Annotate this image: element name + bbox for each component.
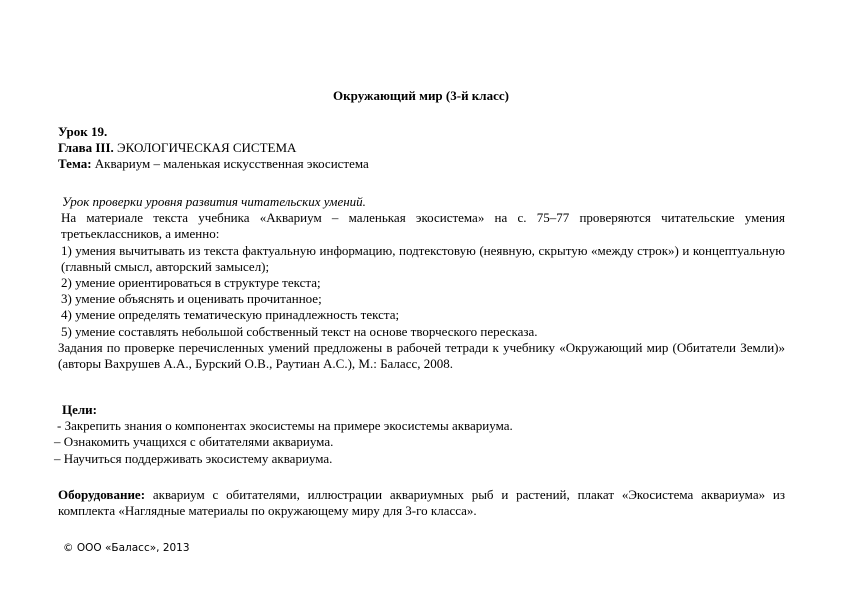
equipment-label: Оборудование: [58, 487, 146, 502]
equipment-text: аквариум с обитателями, иллюстрации аквариумных рыб и растений, плакат «Экосистема аквариума» из комплекта «Наглядные материалы по окружающему миру для 3-го класса». [58, 487, 785, 519]
goal-item: - Закрепить знания о компонентах экосистемы на примере экосистемы аквариума. [57, 418, 513, 434]
skill-item: 1) умения вычитывать из текста фактуальную информацию, подтекстовую (неявную, скрытую «между строк») и концептуальную (главный смысл, авторский замысел); [61, 242, 785, 274]
goal-item: – Ознакомить учащихся с обитателями аквариума. [54, 434, 334, 450]
chapter-name: ЭКОЛОГИЧЕСКАЯ СИСТЕМА [117, 140, 297, 156]
goal-item: – Научиться поддерживать экосистему аквариума. [54, 450, 333, 466]
lesson-type: Урок проверки уровня развития читательских умений. [62, 194, 366, 209]
goals-label: Цели: [62, 402, 97, 417]
skill-item: 2) умение ориентироваться в структуре текста; [61, 275, 321, 291]
topic-line [58, 156, 785, 172]
skill-item: 3) умение объяснять и оценивать прочитанное; [61, 291, 322, 307]
document-title: Окружающий мир (3-й класс) [333, 88, 509, 103]
intro-paragraph: На материале текста учебника «Аквариум – маленькая экосистема» на с. 75–77 проверяются читательские умения третьеклассников, а именно: [61, 210, 785, 242]
topic-label: Тема: [58, 156, 92, 172]
goals-list [54, 418, 785, 467]
tasks-paragraph: Задания по проверке перечисленных умений предложены в рабочей тетради к учебнику «Окружающий мир (Обитатели Земли)» (авторы Вахрушев А.А., Бурский О.В., Раутиан А.С.), М.: Баласс, 2008. [58, 339, 785, 372]
topic-text: Аквариум – маленькая искусственная экосистема [94, 156, 369, 172]
lesson-number: Урок 19. [58, 124, 108, 139]
goals-section [54, 402, 785, 467]
intro-section [58, 194, 785, 372]
chapter-label: Глава III. [58, 140, 114, 156]
lesson-header [58, 124, 785, 173]
skill-item: 4) умение определять тематическую принадлежность текста; [61, 307, 400, 323]
chapter-line [58, 140, 785, 156]
skill-item: 5) умение составлять небольшой собственный текст на основе творческого пересказа. [61, 323, 538, 339]
equipment-section [58, 487, 785, 519]
copyright-footer: © ООО «Баласс», 2013 [63, 542, 190, 554]
